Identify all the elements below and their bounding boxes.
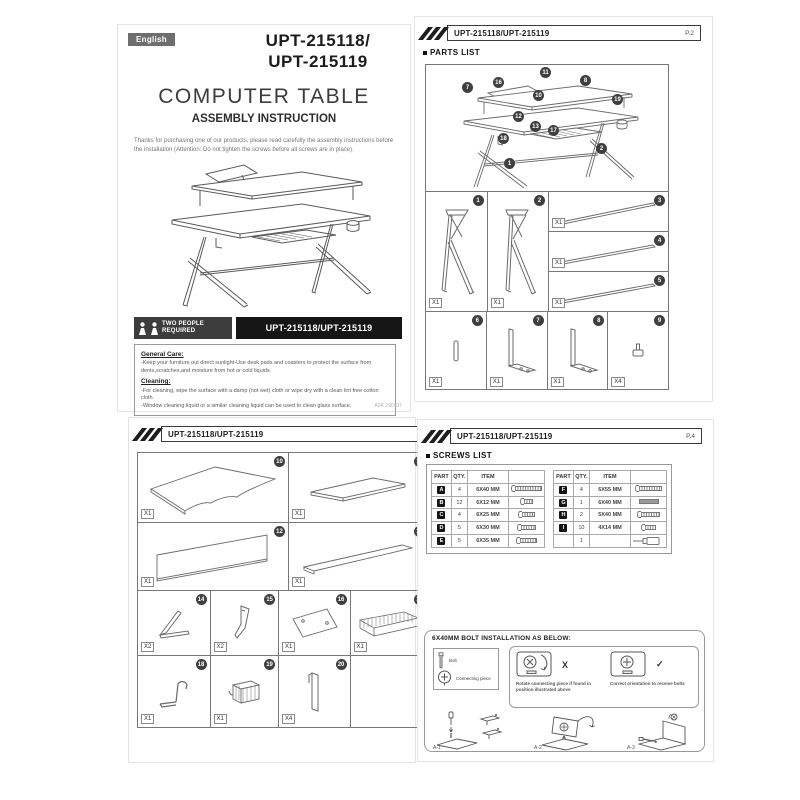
header-title-bar: [161, 426, 437, 442]
wrong-orientation-panel: [510, 647, 604, 707]
part-cell-16: [279, 591, 351, 655]
screw-icon: [635, 485, 662, 492]
part-letter: E: [437, 537, 445, 545]
part-number-badge: 4: [654, 235, 665, 246]
correct-caption: Correct orientation to receive bolts: [610, 681, 685, 686]
callout-18: 18: [498, 133, 509, 144]
screw-qty: 1: [573, 535, 589, 548]
foot-pad-icon: [631, 343, 645, 359]
screw-item: 6X35 MM: [467, 535, 508, 548]
part-qty: X1: [141, 509, 154, 519]
callout-17: 17: [548, 125, 559, 136]
exploded-diagram: [426, 65, 668, 192]
model-line-2: UPT-215119: [268, 51, 368, 71]
col-header-item: ITEM: [589, 471, 630, 484]
screw-qty: 10: [573, 522, 589, 535]
screw-qty: 4: [451, 483, 467, 496]
general-care-text: -Keep your furniture out direct sunlight-Use desk pads and coasters to protect the surface from dents,scratches,and moisture from hot or cold liquids.: [141, 360, 372, 374]
screw-qty: 1: [573, 496, 589, 509]
callout-8: 8: [580, 75, 591, 86]
table-row: [432, 496, 545, 509]
col-header-qty: QTY.: [573, 471, 589, 484]
part-cell-14: [138, 591, 211, 655]
dowel-icon: [639, 499, 659, 504]
part-cell-2: [488, 192, 550, 311]
step-a1: [433, 711, 511, 751]
desk-illustration: [154, 161, 382, 313]
two-people-required-badge: [134, 317, 232, 339]
callout-7: 7: [462, 82, 473, 93]
table-row: [554, 496, 667, 509]
table-row: [432, 522, 545, 535]
callout-10: 10: [533, 90, 544, 101]
col-header-part: PART: [432, 471, 452, 484]
page-number: P.2: [685, 29, 694, 37]
document-code: A0K 290107: [374, 403, 402, 409]
shelf-part-icon: [303, 470, 413, 506]
part-qty: X1: [490, 377, 503, 387]
step-a3: [627, 711, 697, 751]
page-header: [426, 428, 702, 444]
part-qty: X1: [552, 258, 565, 268]
connecting-piece-icon: [437, 670, 452, 686]
screw-item: 5X40 MM: [589, 509, 630, 522]
notice-row: [134, 317, 402, 339]
page-2: [414, 16, 713, 402]
part-cell-7: [487, 312, 548, 390]
part-number-badge: 3: [654, 195, 665, 206]
language-badge: English: [128, 33, 175, 46]
bar-part-icon: [556, 197, 662, 227]
screw-icon: [517, 524, 536, 531]
cleaning-text-1: -For cleaning, wipe the surface with a damp (not wet) cloth or wipe dry with a clean lint free cotton cloth.: [141, 387, 379, 402]
screw-icon: [520, 498, 533, 505]
header-model: UPT-215118/UPT-215119: [454, 28, 550, 38]
bar-part-icon: [556, 237, 662, 267]
screw-item: 6X40 MM: [589, 496, 630, 509]
part-qty: X2: [214, 642, 227, 652]
cleaning-heading: Cleaning:: [141, 378, 171, 386]
screw-item: 6X55 MM: [589, 483, 630, 496]
page-3: [128, 417, 416, 763]
parts-list-box: [137, 452, 429, 728]
part-cell-15: [211, 591, 280, 655]
callout-12: 12: [513, 111, 524, 122]
page-header: [137, 426, 437, 442]
bar-part-icon: [556, 277, 662, 307]
section-label: SCREWS LIST: [433, 451, 493, 460]
orientation-panels: [509, 646, 699, 708]
part-letter: D: [437, 524, 445, 532]
part-letter: F: [559, 486, 567, 494]
part-number-badge: 9: [654, 315, 665, 326]
step-a2: [534, 711, 604, 751]
legend-bolt-label: Bolt: [449, 657, 457, 663]
part-cell-6: [426, 312, 487, 390]
table-row: [554, 509, 667, 522]
screw-item: 6X12 MM: [467, 496, 508, 509]
header-title-bar: [447, 25, 701, 41]
part-number-badge: 14: [196, 594, 207, 605]
part-number-badge: 8: [593, 315, 604, 326]
bolt-installation-title: 6X40MM BOLT INSTALLATION AS BELOW:: [432, 635, 571, 642]
part-qty: X1: [551, 377, 564, 387]
col-header-icon: [509, 471, 545, 484]
part-number-badge: 19: [264, 659, 275, 670]
wrong-caption: Rotate connecting piece if found in position illustrated above: [516, 681, 592, 692]
table-row: [432, 509, 545, 522]
part-letter: I: [559, 524, 567, 532]
leg-part-icon: [434, 202, 478, 302]
intro-paragraph: Thanks for purchasing one of our products, please read carefully the assembly instructions before the installation (Attention: Do not tighten the screws before all screws are in place).: [134, 138, 394, 154]
callout-19: 19: [612, 94, 623, 105]
screw-icon: [641, 524, 656, 531]
screw-qty: 5: [451, 535, 467, 548]
hook-part-icon: [156, 672, 192, 712]
callout-1: 1: [504, 158, 515, 169]
person-icon: [138, 322, 147, 335]
page-cover: [117, 24, 411, 412]
table-row: [432, 535, 545, 548]
part-qty: X1: [292, 509, 305, 519]
screw-icon: [516, 537, 537, 544]
legend-piece-row: [437, 670, 495, 686]
bolt-installation-box: [424, 630, 705, 752]
screws-table-right: [553, 470, 667, 548]
board-part-icon: [287, 603, 341, 643]
l-bracket-icon: [555, 325, 599, 377]
part-cell-18: [138, 656, 211, 727]
part-cell-8: [548, 312, 609, 390]
bullet-square-icon: [426, 454, 430, 458]
parts-list-box: [425, 64, 669, 390]
screw-item: [589, 535, 630, 548]
spacer-tube-icon: [451, 338, 461, 364]
step-label: A-2: [534, 745, 542, 751]
page-header: [423, 25, 701, 41]
desktop-part-icon: [145, 459, 281, 517]
part-qty: X1: [282, 642, 295, 652]
bolt-icon: [511, 485, 542, 492]
part-cell-5: [549, 272, 668, 311]
legend-piece-label: Connecting piece: [456, 675, 491, 681]
part-qty: X1: [491, 298, 504, 308]
bullet-square-icon: [423, 51, 427, 55]
step-a3-diagram: [627, 711, 697, 751]
bracket-part-icon: [152, 603, 196, 643]
check-mark: ✓: [656, 659, 664, 669]
panel-part-icon: [298, 537, 418, 577]
screws-table-left: [431, 470, 545, 548]
section-heading: [426, 451, 492, 460]
step-label: A-1: [433, 745, 441, 751]
leg-part-icon: [496, 202, 540, 302]
step-a1-diagram: [433, 711, 511, 751]
screw-qty: 5: [451, 522, 467, 535]
part-letter: C: [437, 511, 445, 519]
general-care-heading: General Care:: [141, 351, 184, 358]
screw-qty: 2: [573, 509, 589, 522]
part-cell-13: [289, 523, 428, 590]
person-icon: [150, 322, 159, 335]
part-number-badge: 2: [534, 195, 545, 206]
model-number-bar: UPT-215118/UPT-215119: [236, 317, 402, 339]
part-qty: X1: [552, 298, 565, 308]
header-title-bar: [450, 428, 702, 444]
correct-orientation-panel: [604, 647, 698, 707]
part-qty: X1: [141, 577, 154, 587]
part-cell-3: [549, 192, 668, 232]
part-number-badge: 6: [472, 315, 483, 326]
screw-item: 6X25 MM: [467, 509, 508, 522]
screw-icon: [637, 511, 660, 518]
part-number-badge: 15: [264, 594, 275, 605]
screws-list-box: [426, 464, 672, 554]
page-number: P.4: [686, 432, 695, 440]
section-label: PARTS LIST: [430, 48, 481, 57]
part-cell-12: [138, 523, 289, 590]
legend-box: [433, 648, 499, 690]
screw-qty: 12: [451, 496, 467, 509]
table-row: [554, 535, 667, 548]
part-qty: X1: [429, 298, 442, 308]
part-cell-4: [549, 232, 668, 272]
part-letter: B: [437, 499, 445, 507]
screw-icon: [518, 511, 535, 518]
bracket-part-icon: [229, 602, 259, 644]
cover-model-number: [230, 31, 406, 72]
correct-orientation-icon: [610, 651, 652, 678]
two-people-label: TWO PEOPLE REQUIRED: [162, 321, 205, 334]
screw-item: 6X40 MM: [467, 483, 508, 496]
step-a2-diagram: [534, 711, 604, 751]
installation-steps: [433, 711, 697, 751]
part-qty: X1: [552, 218, 565, 228]
wrong-orientation-icon: [516, 651, 558, 678]
screwdriver-icon: [632, 537, 662, 545]
strip-part-icon: [304, 669, 324, 715]
cup-holder-icon: [225, 675, 263, 709]
legend-bolt-row: [437, 652, 495, 669]
part-cell-1: [426, 192, 488, 311]
part-number-badge: 10: [274, 456, 285, 467]
col-header-qty: QTY.: [451, 471, 467, 484]
table-row: [432, 483, 545, 496]
part-number-badge: 20: [336, 659, 347, 670]
header-model: UPT-215118/UPT-215119: [168, 429, 264, 439]
col-header-part: PART: [554, 471, 574, 484]
basket-part-icon: [356, 606, 422, 640]
callout-16: 16: [493, 77, 504, 88]
part-letter: H: [559, 511, 567, 519]
callout-11: 11: [540, 67, 551, 78]
part-qty: X1: [214, 714, 227, 724]
part-number-badge: 16: [336, 594, 347, 605]
part-cell-11: [289, 453, 428, 522]
part-number-badge: 5: [654, 275, 665, 286]
screw-qty: 4: [451, 509, 467, 522]
part-letter: A: [437, 486, 445, 494]
screw-qty: 4: [573, 483, 589, 496]
part-qty: X1: [429, 377, 442, 387]
l-bracket-icon: [495, 325, 539, 377]
cleaning-text-2: -Window cleaning liquid or a similar cleaning liquid can be used to clean glass surface.: [141, 402, 352, 409]
table-row: [554, 483, 667, 496]
col-header-icon: [631, 471, 667, 484]
part-number-badge: 18: [196, 659, 207, 670]
part-qty: X2: [141, 642, 154, 652]
page-4: [417, 419, 714, 762]
part-number-badge: 12: [274, 526, 285, 537]
callout-2: 2: [596, 143, 607, 154]
part-qty: X1: [354, 642, 367, 652]
part-cell-20: [279, 656, 351, 727]
part-number-badge: 1: [473, 195, 484, 206]
part-letter: G: [561, 499, 566, 506]
part-letter-empty: [554, 535, 574, 548]
page-subtitle: ASSEMBLY INSTRUCTION: [191, 113, 337, 125]
part-qty: X1: [141, 714, 154, 724]
part-cell-9: [608, 312, 668, 390]
part-qty: X4: [282, 714, 295, 724]
step-label: A-3: [627, 745, 635, 751]
part-qty: X4: [611, 377, 624, 387]
part-cell-10: [138, 453, 289, 522]
header-model: UPT-215118/UPT-215119: [457, 431, 553, 441]
table-row: [554, 522, 667, 535]
part-cell-19: [211, 656, 280, 727]
screw-item: 6X30 MM: [467, 522, 508, 535]
part-qty: X1: [292, 577, 305, 587]
callout-13: 13: [530, 121, 541, 132]
back-panel-icon: [149, 529, 277, 585]
section-heading: [423, 48, 480, 57]
wrong-mark: X: [562, 659, 569, 670]
screw-item: 4X14 MM: [589, 522, 630, 535]
model-line-1: UPT-215118/: [265, 31, 371, 50]
part-number-badge: 7: [533, 315, 544, 326]
care-instructions-box: [134, 344, 396, 416]
page-title: COMPUTER TABLE: [158, 85, 370, 108]
col-header-item: ITEM: [467, 471, 508, 484]
bolt-icon: [437, 652, 445, 669]
